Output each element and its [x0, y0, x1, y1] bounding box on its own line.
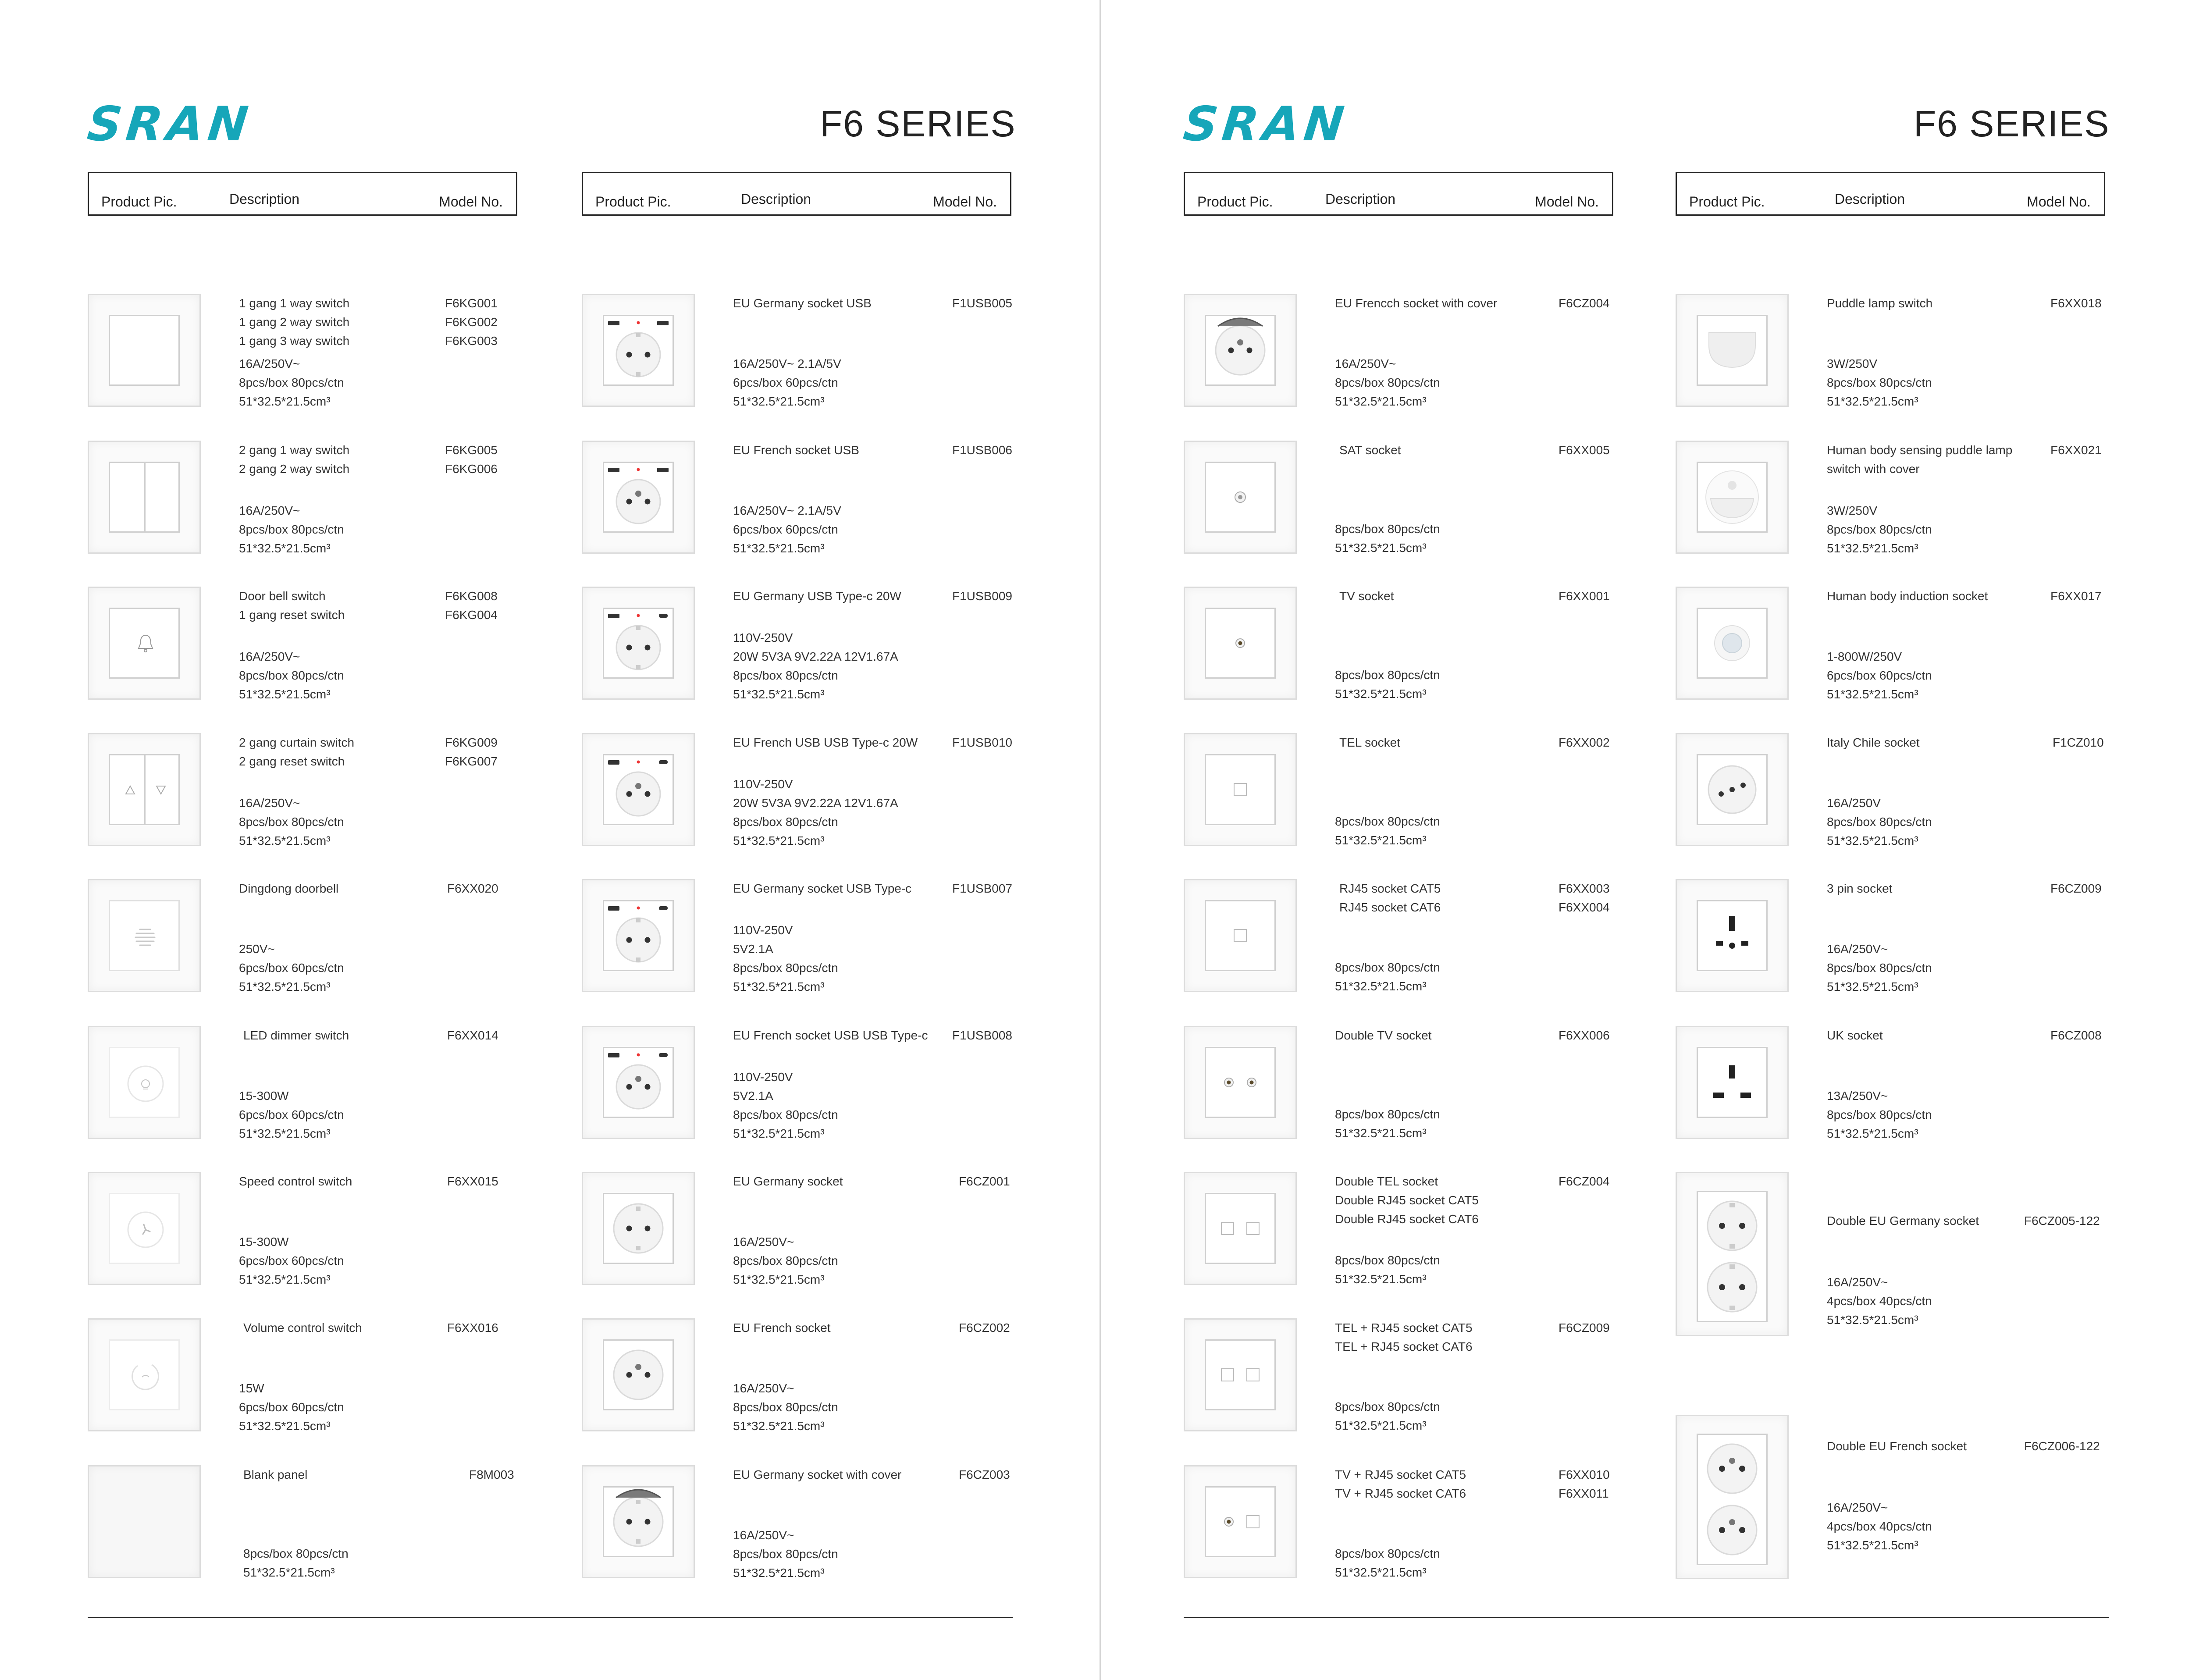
- product-row: [582, 733, 1020, 851]
- model-number: F1USB007: [952, 882, 1012, 895]
- dimmer-knob-icon: [125, 1063, 167, 1105]
- product-image: [1676, 587, 1789, 700]
- series-title: F6 SERIES: [1914, 103, 2110, 144]
- product-row: [1184, 1465, 1622, 1584]
- product-row: [1184, 1172, 1622, 1290]
- product-specs: 16A/250V~ 8pcs/box 80pcs/ctn 51*32.5*21.5cm³: [1335, 357, 1440, 408]
- speaker-grille-icon: [132, 923, 158, 950]
- header-description: Description: [229, 191, 300, 207]
- product-description: Volume control switch: [243, 1321, 362, 1335]
- product-row: [1184, 733, 1622, 851]
- eu-socket-cover-icon: [603, 1486, 674, 1557]
- product-specs: 8pcs/box 80pcs/ctn 51*32.5*21.5cm³: [1335, 961, 1440, 993]
- header-product-pic: Product Pic.: [1197, 194, 1273, 210]
- model-number: F6CZ004: [1559, 296, 1610, 310]
- product-description: UK socket: [1827, 1029, 1883, 1042]
- product-description: 2 gang curtain switch 2 gang reset switch: [239, 736, 355, 768]
- product-specs: 250V~ 6pcs/box 60pcs/ctn 51*32.5*21.5cm³: [239, 942, 344, 993]
- model-number: F6KG008 F6KG004: [445, 589, 498, 622]
- model-number: F1USB009: [952, 589, 1012, 603]
- product-specs: 3W/250V 8pcs/box 80pcs/ctn 51*32.5*21.5cm³: [1827, 357, 1932, 408]
- product-row: [582, 1318, 1020, 1437]
- product-image: [582, 1465, 695, 1578]
- product-row: [88, 879, 526, 997]
- product-image: [1676, 1026, 1789, 1139]
- product-image: [582, 441, 695, 554]
- tel-socket-icon: [1205, 754, 1276, 825]
- product-image: [1184, 733, 1297, 846]
- product-description: TV + RJ45 socket CAT5 TV + RJ45 socket CAT6: [1335, 1468, 1466, 1500]
- product-specs: 16A/250V~ 2.1A/5V 6pcs/box 60pcs/ctn 51*32.5*21.5cm³: [733, 504, 841, 555]
- sensing-lamp-icon: [1697, 462, 1768, 533]
- product-image: [1676, 879, 1789, 992]
- product-specs: 16A/250V 8pcs/box 80pcs/ctn 51*32.5*21.5cm³: [1827, 796, 1932, 847]
- product-description: EU Germany socket with cover: [733, 1468, 902, 1481]
- product-image: [88, 1318, 201, 1431]
- product-row: [88, 441, 526, 559]
- model-number: F6XX015: [447, 1175, 498, 1188]
- double-rj45-socket-icon: [1205, 1193, 1276, 1264]
- product-specs: 16A/250V~ 8pcs/box 80pcs/ctn 51*32.5*21.5cm³: [239, 504, 344, 555]
- bell-icon: [135, 633, 157, 655]
- fr-usb-socket-icon: [603, 462, 674, 533]
- product-description: Blank panel: [243, 1468, 308, 1481]
- product-specs: 16A/250V~ 4pcs/box 40pcs/ctn 51*32.5*21.5cm³: [1827, 1275, 1932, 1327]
- product-description: Double EU Germany socket: [1827, 1214, 1979, 1228]
- product-image: [88, 879, 201, 992]
- fr-usbc-socket-icon: [603, 1047, 674, 1118]
- product-row: [88, 1318, 526, 1437]
- one-gang-switch-icon: [109, 315, 180, 386]
- product-row: [582, 1026, 1020, 1144]
- product-specs: 16A/250V~ 8pcs/box 80pcs/ctn 51*32.5*21.5cm³: [1827, 942, 1932, 993]
- product-image: [88, 587, 201, 700]
- product-image: [582, 879, 695, 992]
- header-product-pic: Product Pic.: [101, 194, 177, 210]
- product-image: [582, 733, 695, 846]
- product-specs: 8pcs/box 80pcs/ctn 51*32.5*21.5cm³: [1335, 668, 1440, 701]
- product-row: [88, 1026, 526, 1144]
- product-row: [582, 441, 1020, 559]
- product-image: [1184, 1172, 1297, 1285]
- model-number: F1USB006: [952, 443, 1012, 457]
- model-number: F6CZ005-122: [2024, 1214, 2100, 1228]
- model-number: F6KG005 F6KG006: [445, 443, 498, 476]
- product-image: [88, 733, 201, 846]
- fan-knob-icon: [125, 1209, 167, 1251]
- product-description: Human body induction socket: [1827, 589, 1988, 603]
- product-row: [582, 294, 1020, 412]
- product-row: [88, 587, 526, 705]
- product-row: [1184, 1318, 1622, 1437]
- model-number: F6XX006: [1559, 1029, 1610, 1042]
- product-description: EU Germany socket USB: [733, 296, 872, 310]
- tv-socket-icon: [1205, 608, 1276, 679]
- model-number: F1USB010: [952, 736, 1012, 749]
- model-number: F6XX002: [1559, 736, 1610, 749]
- product-specs: 1-800W/250V 6pcs/box 60pcs/ctn 51*32.5*21.5cm³: [1827, 650, 1932, 701]
- product-description: 1 gang 1 way switch 1 gang 2 way switch 1 gang 3 way switch: [239, 296, 350, 348]
- italy-chile-socket-icon: [1697, 754, 1768, 825]
- product-image: [582, 1172, 695, 1285]
- model-number: F6XX020: [447, 882, 498, 895]
- product-description: EU French socket USB: [733, 443, 859, 457]
- product-image: [1184, 587, 1297, 700]
- product-specs: 16A/250V~ 4pcs/box 40pcs/ctn 51*32.5*21.5cm³: [1827, 1501, 1932, 1552]
- product-row: [1676, 1026, 2114, 1144]
- three-pin-socket-icon: [1697, 900, 1768, 971]
- model-number: F6KG009 F6KG007: [445, 736, 498, 768]
- model-number: F6XX017: [2050, 589, 2102, 603]
- header-product-pic: Product Pic.: [595, 194, 671, 210]
- product-row: [88, 1465, 526, 1584]
- product-row: [88, 294, 526, 412]
- model-number: F6CZ004: [1559, 1175, 1610, 1188]
- product-specs: 8pcs/box 80pcs/ctn 51*32.5*21.5cm³: [1335, 1400, 1440, 1432]
- rj45-socket-icon: [1205, 900, 1276, 971]
- product-description: Puddle lamp switch: [1827, 296, 1933, 310]
- header-description: Description: [741, 191, 811, 207]
- fr-socket-icon: [603, 1339, 674, 1410]
- model-number: F6CZ003: [959, 1468, 1010, 1481]
- header-description: Description: [1325, 191, 1396, 207]
- model-number: F1USB008: [952, 1029, 1012, 1042]
- product-description: TEL socket: [1339, 736, 1401, 749]
- model-number: F6XX001: [1559, 589, 1610, 603]
- puddle-lamp-icon: [1697, 315, 1768, 386]
- series-title: F6 SERIES: [820, 103, 1016, 144]
- product-row: [1676, 294, 2114, 412]
- product-description: Double TEL socket Double RJ45 socket CAT5 Double RJ45 socket CAT6: [1335, 1175, 1479, 1226]
- product-row: [1676, 879, 2114, 997]
- product-image: [1676, 294, 1789, 407]
- product-row: [1676, 441, 2114, 559]
- product-image: [88, 1026, 201, 1139]
- product-specs: 8pcs/box 80pcs/ctn 51*32.5*21.5cm³: [1335, 1253, 1440, 1286]
- product-specs: 16A/250V~ 8pcs/box 80pcs/ctn 51*32.5*21.5cm³: [733, 1235, 838, 1286]
- model-number: F6CZ001: [959, 1175, 1010, 1188]
- volume-knob-icon: [125, 1355, 167, 1397]
- product-specs: 110V-250V 5V2.1A 8pcs/box 80pcs/ctn 51*32.5*21.5cm³: [733, 1070, 838, 1140]
- product-row: [1676, 733, 2114, 851]
- product-specs: 8pcs/box 80pcs/ctn 51*32.5*21.5cm³: [1335, 1107, 1440, 1140]
- product-description: Double TV socket: [1335, 1029, 1432, 1042]
- product-row: [88, 733, 526, 851]
- product-description: Door bell switch 1 gang reset switch: [239, 589, 345, 622]
- product-description: 2 gang 1 way switch 2 gang 2 way switch: [239, 443, 350, 476]
- product-specs: 8pcs/box 80pcs/ctn 51*32.5*21.5cm³: [1335, 815, 1440, 847]
- product-specs: 3W/250V 8pcs/box 80pcs/ctn 51*32.5*21.5cm³: [1827, 504, 1932, 555]
- product-row: [1184, 441, 1622, 559]
- model-number: F1CZ010: [2053, 736, 2104, 749]
- product-image: [1676, 733, 1789, 846]
- product-row: [582, 1172, 1020, 1290]
- model-number: F6XX018: [2050, 296, 2102, 310]
- model-number: F6CZ006-122: [2024, 1439, 2100, 1453]
- product-row: [88, 1172, 526, 1290]
- product-specs: 16A/250V~ 2.1A/5V 6pcs/box 60pcs/ctn 51*32.5*21.5cm³: [733, 357, 841, 408]
- product-description: EU French socket USB USB Type-c: [733, 1029, 928, 1042]
- column-header: [1184, 172, 1613, 216]
- product-row: [1676, 1172, 2114, 1327]
- fr-usbc-socket-icon: [603, 754, 674, 825]
- product-specs: 8pcs/box 80pcs/ctn 51*32.5*21.5cm³: [1335, 1547, 1440, 1579]
- eu-usbc-socket-icon: [603, 900, 674, 971]
- product-image: [1676, 1415, 1789, 1579]
- tv-rj45-socket-icon: [1205, 1486, 1276, 1557]
- sat-socket-icon: [1205, 462, 1276, 533]
- model-number: F6CZ008: [2050, 1029, 2102, 1042]
- uk-socket-icon: [1697, 1047, 1768, 1118]
- model-number: F6XX016: [447, 1321, 498, 1335]
- product-image: [1184, 1026, 1297, 1139]
- product-image: [1184, 441, 1297, 554]
- eu-usbc-socket-icon: [603, 608, 674, 679]
- header-model-no: Model No.: [439, 194, 503, 210]
- model-number: F6XX005: [1559, 443, 1610, 457]
- product-description: EU Frencch socket with cover: [1335, 296, 1498, 310]
- product-description: Speed control switch: [239, 1175, 352, 1188]
- two-gang-switch-icon: [109, 462, 180, 533]
- product-row: [1676, 1415, 2114, 1552]
- tel-rj45-socket-icon: [1205, 1339, 1276, 1410]
- product-image: [1676, 1172, 1789, 1336]
- eu-usb-socket-icon: [603, 315, 674, 386]
- product-image: [582, 1026, 695, 1139]
- product-image: [88, 294, 201, 407]
- product-row: [1184, 294, 1622, 412]
- product-specs: 16A/250V~ 8pcs/box 80pcs/ctn 51*32.5*21.5cm³: [239, 650, 344, 701]
- product-specs: 8pcs/box 80pcs/ctn 51*32.5*21.5cm³: [1335, 522, 1440, 555]
- bottom-rule: [1184, 1617, 2109, 1618]
- motion-sensor-icon: [1697, 608, 1768, 679]
- column-header: [582, 172, 1011, 216]
- product-description: EU French USB USB Type-c 20W: [733, 736, 918, 749]
- product-description: EU Germany socket: [733, 1175, 843, 1188]
- blank-panel-icon: [88, 1465, 201, 1578]
- brand-logo: SRAN: [1181, 97, 1351, 152]
- model-number: F6XX021: [2050, 443, 2102, 457]
- column-header: [1676, 172, 2105, 216]
- model-number: F6CZ009: [2050, 882, 2102, 895]
- model-number: F6XX003 F6XX004: [1559, 882, 1610, 914]
- product-image: [1676, 441, 1789, 554]
- product-specs: 15-300W 6pcs/box 60pcs/ctn 51*32.5*21.5cm³: [239, 1089, 344, 1140]
- product-image: [1184, 1318, 1297, 1431]
- product-row: [582, 879, 1020, 997]
- model-number: F6KG001 F6KG002 F6KG003: [445, 296, 498, 348]
- product-specs: 13A/250V~ 8pcs/box 80pcs/ctn 51*32.5*21.5cm³: [1827, 1089, 1932, 1140]
- product-image: [582, 1318, 695, 1431]
- product-image: [88, 1172, 201, 1285]
- header-model-no: Model No.: [2027, 194, 2091, 210]
- product-description: Human body sensing puddle lamp switch with cover: [1827, 443, 2013, 476]
- model-number: F6XX014: [447, 1029, 498, 1042]
- product-specs: 16A/250V~ 8pcs/box 80pcs/ctn 51*32.5*21.5cm³: [239, 357, 344, 408]
- product-description: LED dimmer switch: [243, 1029, 349, 1042]
- product-description: SAT socket: [1339, 443, 1401, 457]
- column-header: [88, 172, 517, 216]
- model-number: F8M003: [469, 1468, 514, 1481]
- product-row: [1184, 879, 1622, 997]
- product-description: Dingdong doorbell: [239, 882, 339, 895]
- model-number: F6XX010 F6XX011: [1559, 1468, 1610, 1500]
- model-number: F6CZ002: [959, 1321, 1010, 1335]
- brand-logo: SRAN: [85, 97, 255, 152]
- product-specs: 16A/250V~ 8pcs/box 80pcs/ctn 51*32.5*21.5cm³: [733, 1381, 838, 1433]
- product-description: EU Germany USB Type-c 20W: [733, 589, 901, 603]
- product-specs: 15W 6pcs/box 60pcs/ctn 51*32.5*21.5cm³: [239, 1381, 344, 1433]
- product-row: [582, 587, 1020, 705]
- product-specs: 8pcs/box 80pcs/ctn 51*32.5*21.5cm³: [243, 1547, 349, 1579]
- product-description: Double EU French socket: [1827, 1439, 1967, 1453]
- product-description: Italy Chile socket: [1827, 736, 1920, 749]
- product-specs: 110V-250V 20W 5V3A 9V2.22A 12V1.67A 8pcs/box 80pcs/ctn 51*32.5*21.5cm³: [733, 631, 898, 701]
- product-row: [1676, 587, 2114, 705]
- product-description: TV socket: [1339, 589, 1394, 603]
- product-description: RJ45 socket CAT5 RJ45 socket CAT6: [1339, 882, 1441, 914]
- product-image: [1184, 1465, 1297, 1578]
- header-model-no: Model No.: [933, 194, 997, 210]
- curtain-arrows-icon: [120, 783, 171, 797]
- catalog-page-right: [1096, 0, 2192, 1680]
- double-eu-socket-icon: [1697, 1191, 1768, 1322]
- product-image: [582, 294, 695, 407]
- product-specs: 110V-250V 5V2.1A 8pcs/box 80pcs/ctn 51*32.5*21.5cm³: [733, 923, 838, 993]
- product-description: TEL + RJ45 socket CAT5 TEL + RJ45 socket CAT6: [1335, 1321, 1473, 1353]
- header-description: Description: [1835, 191, 1905, 207]
- product-description: EU Germany socket USB Type-c: [733, 882, 912, 895]
- product-specs: 16A/250V~ 8pcs/box 80pcs/ctn 51*32.5*21.5cm³: [733, 1528, 838, 1580]
- product-image: [1184, 879, 1297, 992]
- product-row: [1184, 1026, 1622, 1144]
- model-number: F6CZ009: [1559, 1321, 1610, 1335]
- double-fr-socket-icon: [1697, 1434, 1768, 1565]
- model-number: F1USB005: [952, 296, 1012, 310]
- product-description: 3 pin socket: [1827, 882, 1893, 895]
- product-specs: 110V-250V 20W 5V3A 9V2.22A 12V1.67A 8pcs/box 80pcs/ctn 51*32.5*21.5cm³: [733, 777, 898, 847]
- double-tv-socket-icon: [1205, 1047, 1276, 1118]
- product-description: EU French socket: [733, 1321, 831, 1335]
- header-model-no: Model No.: [1535, 194, 1599, 210]
- header-product-pic: Product Pic.: [1689, 194, 1765, 210]
- bottom-rule: [88, 1617, 1013, 1618]
- product-row: [582, 1465, 1020, 1584]
- product-image: [1184, 294, 1297, 407]
- fr-socket-cover-icon: [1205, 315, 1276, 386]
- product-specs: 16A/250V~ 8pcs/box 80pcs/ctn 51*32.5*21.5cm³: [239, 796, 344, 847]
- product-image: [88, 441, 201, 554]
- eu-socket-icon: [603, 1193, 674, 1264]
- product-image: [582, 587, 695, 700]
- product-specs: 15-300W 6pcs/box 60pcs/ctn 51*32.5*21.5cm³: [239, 1235, 344, 1286]
- product-row: [1184, 587, 1622, 705]
